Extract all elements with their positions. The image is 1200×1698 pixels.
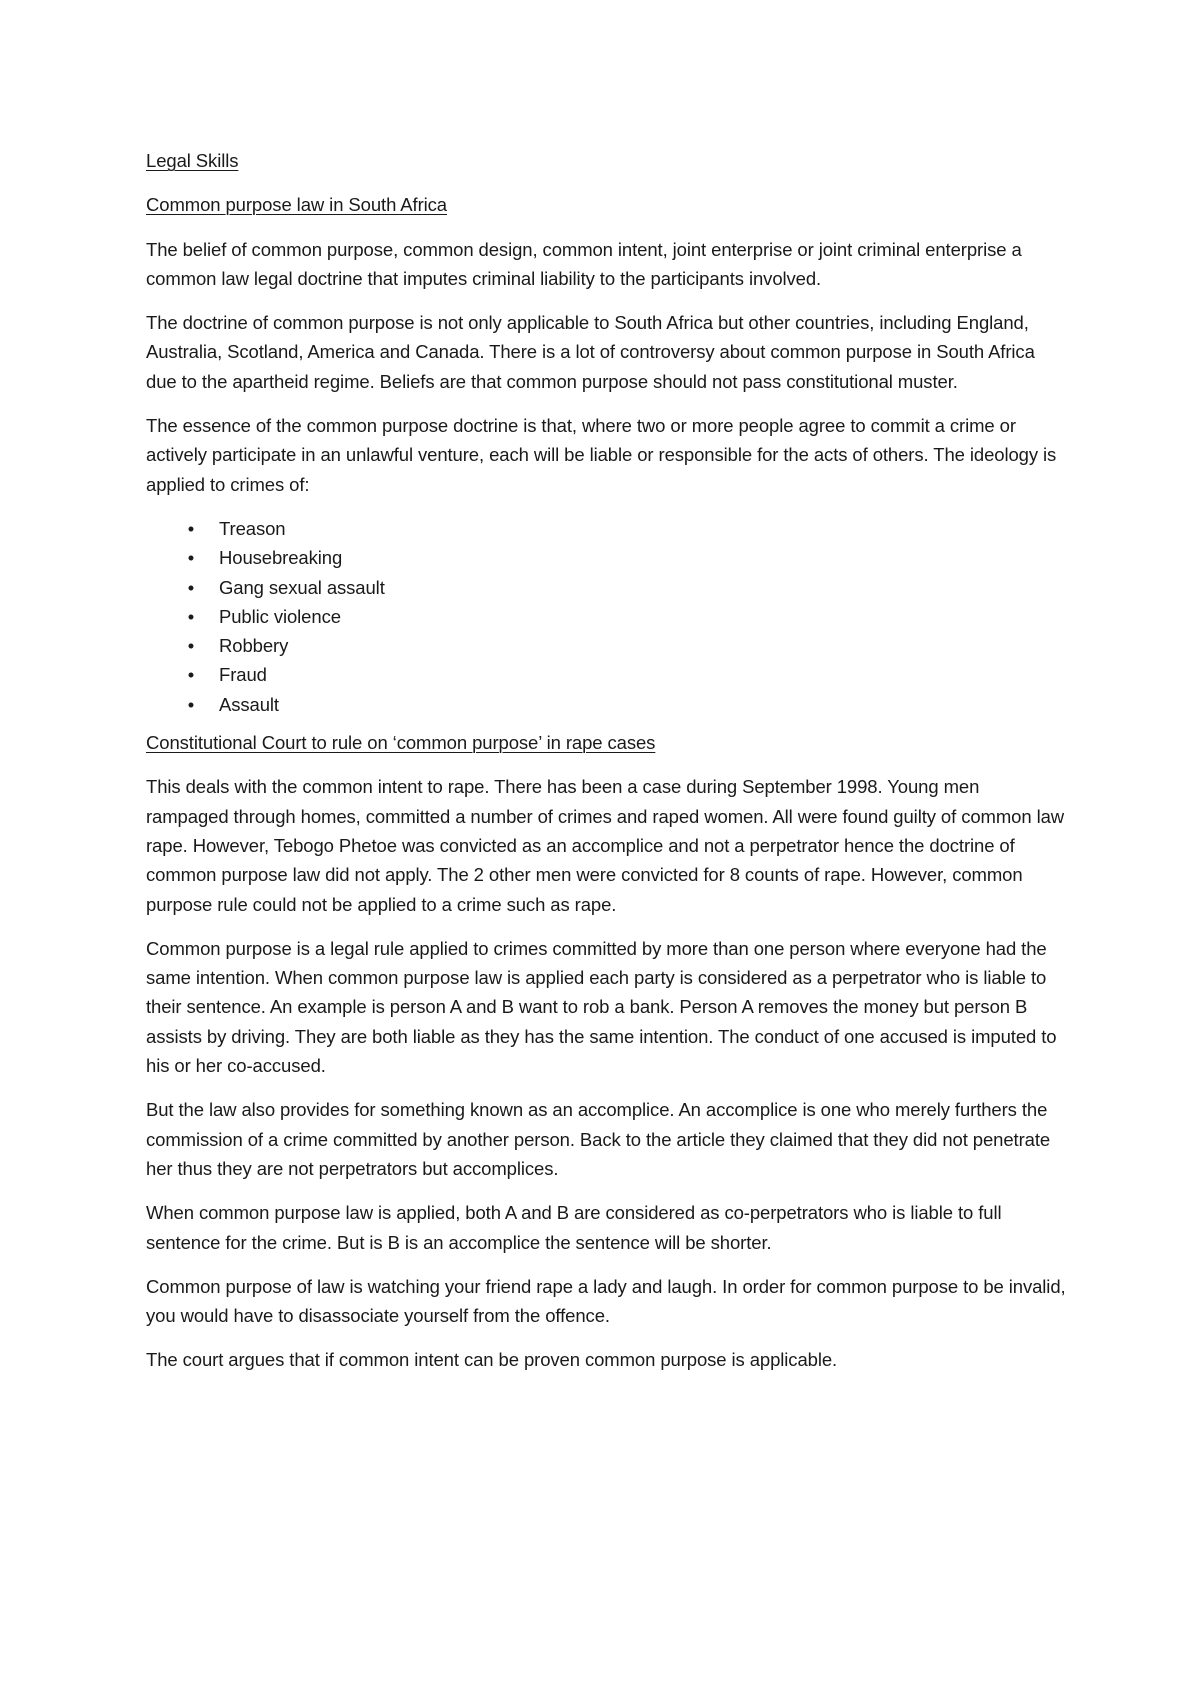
list-item-text: Public violence — [219, 605, 341, 627]
list-item — [146, 602, 1066, 631]
list-item — [146, 573, 1066, 602]
list-item-text: Assault — [219, 693, 279, 715]
paragraph-example: Common purpose of law is watching your friend rape a lady and laugh. In order for common purpose to be invalid, you would have to disassociate yourself from the offence. — [146, 1275, 1066, 1327]
paragraph-court-argues: The court argues that if common intent can be proven common purpose is applicable. — [146, 1349, 838, 1371]
paragraph-definition: The belief of common purpose, common design, common intent, joint enterprise or joint criminal enterprise a common law legal doctrine that imputes criminal liability to the participants involved. — [146, 238, 1022, 289]
list-item-text: Housebreaking — [219, 547, 343, 569]
bullet-icon: • — [187, 605, 195, 627]
list-item — [146, 514, 1066, 543]
list-item-text: Gang sexual assault — [219, 576, 385, 598]
paragraph-other-countries: The doctrine of common purpose is not only applicable to South Africa but other countries, including England, Australia, Scotland, America and Canada. There is a lot of controversy about common purpose in South Africa due to the apartheid regime. Beliefs are that common purpose should not pass constitutional muster. — [146, 312, 1035, 392]
list-item-text: Robbery — [219, 635, 289, 657]
paragraph-legal-rule: Common purpose is a legal rule applied to crimes committed by more than one person where everyone had the same intention. When common purpose law is applied each party is considered as a perpetrator who is liable to their sentence. An example is person A and B want to rob a bank. Person A removes the money but person B assists by driving. They are both liable as they has the same intention. The conduct of one accused is imputed to his or her co-accused. — [146, 937, 1057, 1077]
bullet-icon: • — [187, 664, 195, 686]
list-item-text: Treason — [219, 517, 286, 539]
bullet-icon: • — [187, 517, 195, 539]
list-item — [146, 660, 1066, 689]
list-item — [146, 543, 1066, 572]
list-item — [146, 690, 1066, 719]
bullet-icon: • — [187, 576, 195, 598]
document-body — [146, 146, 1066, 1390]
paragraph-co-perpetrators: When common purpose law is applied, both A and B are considered as co-perpetrators who is liable to full sentence for the crime. But is B is an accomplice the sentence will be shorter. — [146, 1202, 1002, 1253]
bullet-icon: • — [187, 547, 195, 569]
crimes-list — [146, 514, 1066, 719]
bullet-icon: • — [187, 693, 195, 715]
section-heading-constitutional-court: Constitutional Court to rule on ‘common purpose’ in rape cases — [146, 732, 656, 754]
paragraph-case-1998: This deals with the common intent to rape. There has been a case during September 1998. Young men rampaged through homes, committed a number of crimes and raped women. All were found guilty of common law rape. However, Tebogo Phetoe was convicted as an accomplice and not a perpetrator hence the doctrine of common purpose law did not apply. The 2 other men were convicted for 8 counts of rape. However, common purpose rule could not be applied to a crime such as rape. — [146, 776, 1065, 915]
section-heading-common-purpose-law: Common purpose law in South Africa — [146, 194, 447, 216]
list-item — [146, 631, 1066, 660]
paragraph-doctrine-essence: The essence of the common purpose doctrine is that, where two or more people agree to commit a crime or actively participate in an unlawful venture, each will be liable or responsible for the acts of others. The ideology is applied to crimes of: — [146, 415, 1057, 495]
document-title: Legal Skills — [146, 150, 239, 171]
paragraph-accomplice: But the law also provides for something known as an accomplice. An accomplice is one who merely furthers the commission of a crime committed by another person. Back to the article they claimed that they did not penetrate her thus they are not perpetrators but accomplices. — [146, 1099, 1051, 1179]
list-item-text: Fraud — [219, 664, 267, 686]
bullet-icon: • — [187, 635, 195, 657]
